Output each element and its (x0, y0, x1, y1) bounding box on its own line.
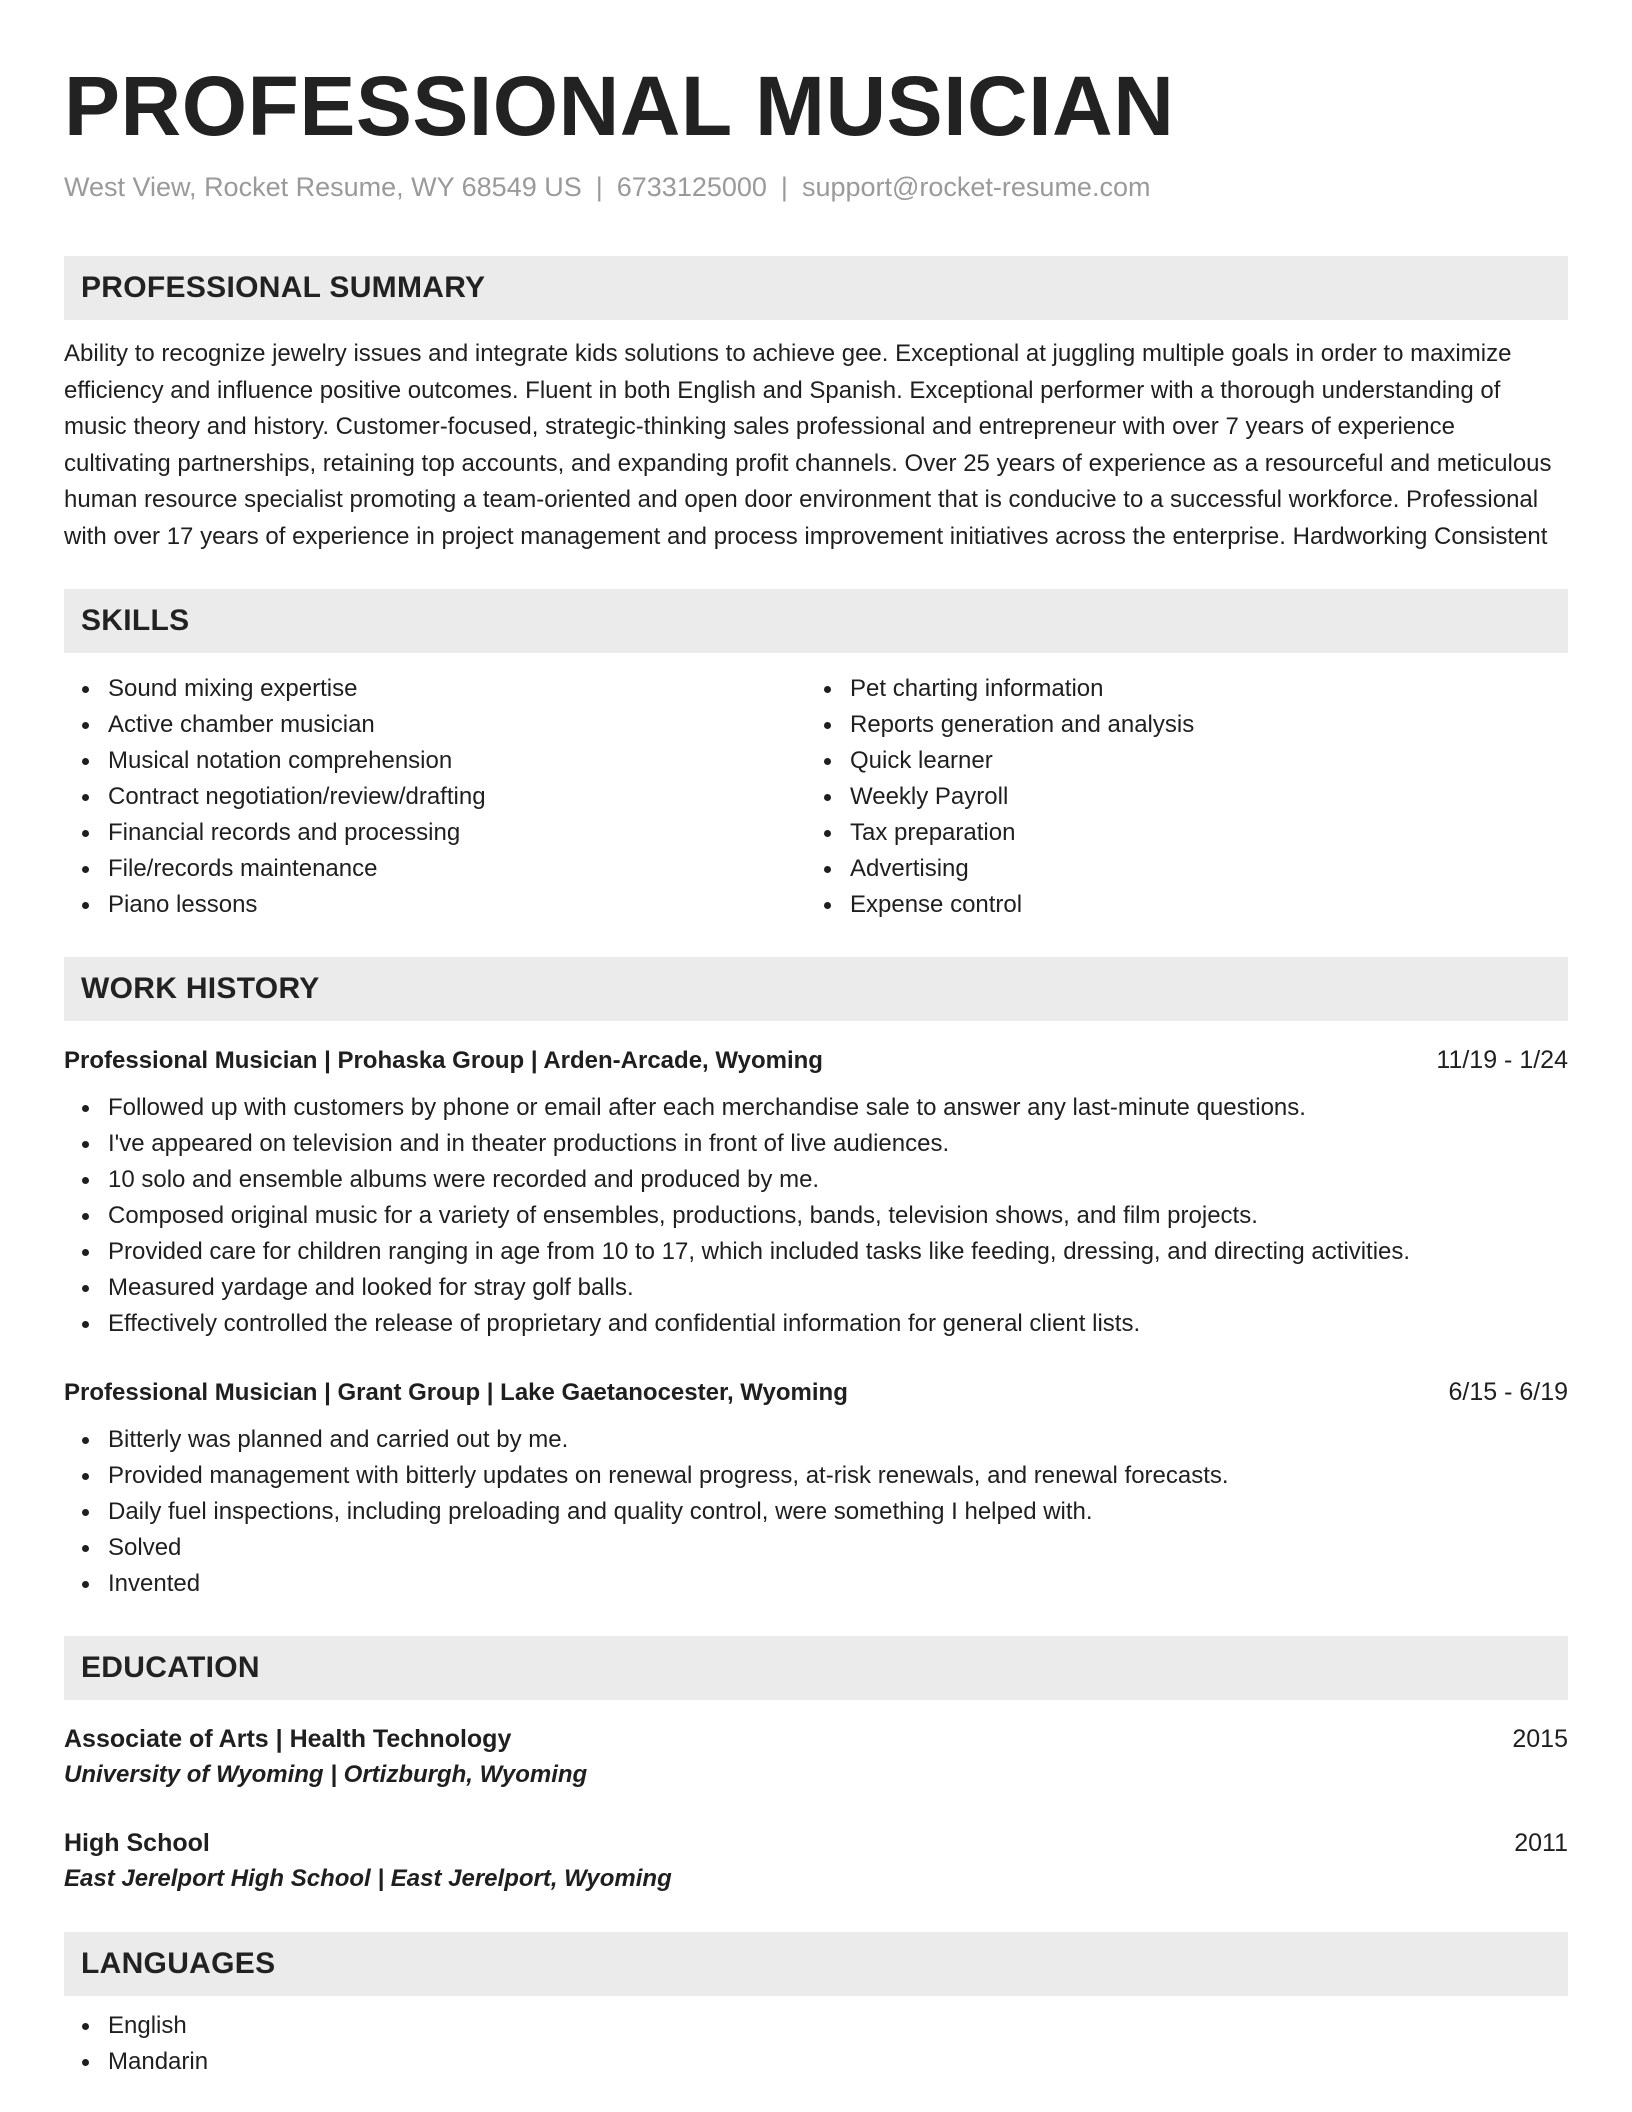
skill-item: Weekly Payroll (850, 779, 1548, 815)
skill-item: Quick learner (850, 743, 1548, 779)
job-duties (64, 1090, 1568, 1342)
skill-item: Active chamber musician (108, 707, 806, 743)
contact-address: West View, Rocket Resume, WY 68549 US (64, 172, 582, 202)
skills-list (64, 671, 1568, 923)
contact-email: support@rocket-resume.com (801, 172, 1151, 202)
skill-item: Financial records and processing (108, 815, 806, 851)
graduation-year: 2011 (1514, 1829, 1568, 1857)
job-duty: Provided management with bitterly updates on renewal progress, at-risk renewals, and renewal forecasts. (108, 1458, 1568, 1494)
job-header (64, 1375, 1568, 1410)
school-name: East Jerelport High School | East Jerelport, Wyoming (64, 1865, 672, 1892)
skill-item: Piano lessons (108, 887, 806, 923)
degree-title: High School (64, 1829, 210, 1857)
job-duty: Measured yardage and looked for stray golf balls. (108, 1270, 1568, 1306)
summary-text: Ability to recognize jewelry issues and integrate kids solutions to achieve gee. Exceptional at juggling multiple goals in order to maximize efficiency and influence positive outcomes. Fluent in both English and Spanish. Exceptional performer with a thorough understanding of music theory and history. Customer-focused, strategic-thinking sales professional and entrepreneur with over 7 years of experience cultivating partnerships, retaining top accounts, and expanding profit channels. Over 25 years of experience as a resourceful and meticulous human resource specialist promoting a team-oriented and open door environment that is conducive to a successful workforce. Professional with over 17 years of experience in project management and process improvement initiatives across the enterprise. Hardworking Consistent (64, 340, 1552, 550)
languages-heading: LANGUAGES (64, 1932, 1568, 1996)
job-duty: Followed up with customers by phone or email after each merchandise sale to answer any last-minute questions. (108, 1090, 1568, 1126)
contact-separator: | (595, 172, 603, 202)
skills-heading: SKILLS (64, 589, 1568, 653)
skill-item: Contract negotiation/review/drafting (108, 779, 806, 815)
summary-heading: PROFESSIONAL SUMMARY (64, 256, 1568, 320)
education-entry-header (64, 1826, 1568, 1860)
job-duty: Solved (108, 1530, 1568, 1566)
contact-line (64, 168, 1568, 206)
job-duties (64, 1422, 1568, 1602)
job-duty: Bitterly was planned and carried out by me. (108, 1422, 1568, 1458)
contact-separator: | (780, 172, 788, 202)
skill-item: Advertising (850, 851, 1548, 887)
job-duty: 10 solo and ensemble albums were recorded and produced by me. (108, 1162, 1568, 1198)
degree-title: Associate of Arts | Health Technology (64, 1725, 512, 1753)
contact-phone: 6733125000 (616, 172, 767, 202)
skill-item: Expense control (850, 887, 1548, 923)
skill-item: Tax preparation (850, 815, 1548, 851)
graduation-year: 2015 (1512, 1725, 1568, 1753)
education-heading: EDUCATION (64, 1636, 1568, 1700)
job-dates: 6/15 - 6/19 (1448, 1378, 1568, 1406)
language-item: English (108, 2008, 1568, 2044)
skill-item: Reports generation and analysis (850, 707, 1548, 743)
skill-item: Sound mixing expertise (108, 671, 806, 707)
skill-item: Musical notation comprehension (108, 743, 806, 779)
skill-item: File/records maintenance (108, 851, 806, 887)
job-title: Professional Musician | Prohaska Group | Arden-Arcade, Wyoming (64, 1047, 823, 1074)
language-item: Mandarin (108, 2044, 1568, 2080)
job-duty: I've appeared on television and in theater productions in front of live audiences. (108, 1126, 1568, 1162)
job-duty: Daily fuel inspections, including preloading and quality control, were something I helped with. (108, 1494, 1568, 1530)
candidate-name: PROFESSIONAL MUSICIAN (64, 59, 1175, 153)
job-duty: Invented (108, 1566, 1568, 1602)
education-entry-header (64, 1722, 1568, 1756)
job-dates: 11/19 - 1/24 (1436, 1046, 1568, 1074)
skills-column-left (64, 671, 806, 923)
job-title: Professional Musician | Grant Group | Lake Gaetanocester, Wyoming (64, 1379, 848, 1406)
skills-column-right (806, 671, 1548, 923)
job-header (64, 1043, 1568, 1078)
job-duty: Effectively controlled the release of proprietary and confidential information for general client lists. (108, 1306, 1568, 1342)
languages-list (64, 2008, 1568, 2080)
school-name: University of Wyoming | Ortizburgh, Wyoming (64, 1761, 588, 1788)
job-duty: Provided care for children ranging in age from 10 to 17, which included tasks like feeding, dressing, and directing activities. (108, 1234, 1568, 1270)
skill-item: Pet charting information (850, 671, 1548, 707)
work-history-heading: WORK HISTORY (64, 957, 1568, 1021)
job-duty: Composed original music for a variety of ensembles, productions, bands, television shows, and film projects. (108, 1198, 1568, 1234)
